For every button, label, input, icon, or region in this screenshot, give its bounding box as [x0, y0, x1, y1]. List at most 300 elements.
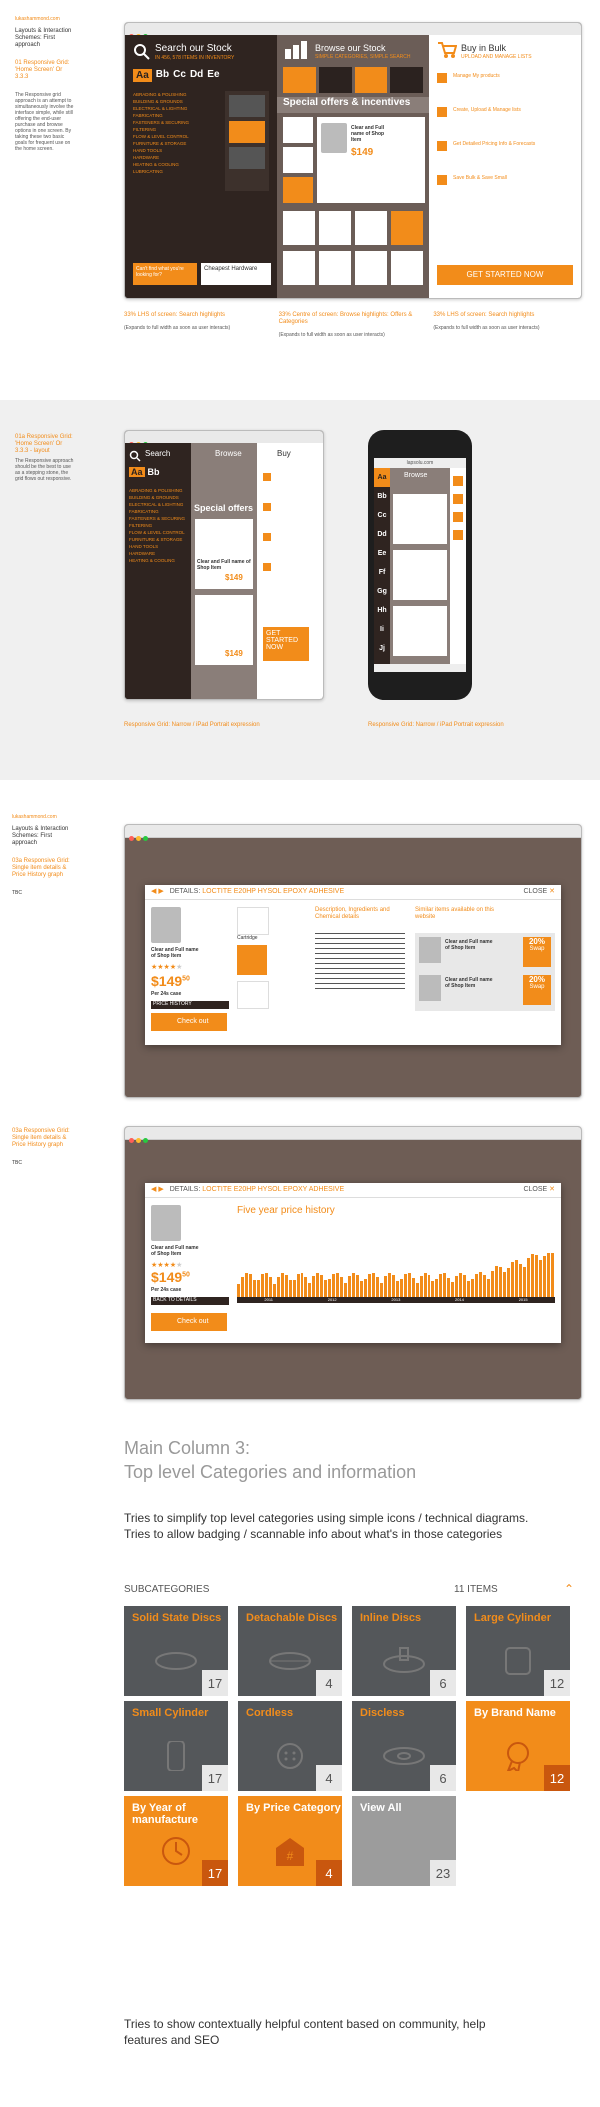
- category-item[interactable]: ABRADING & POLISHING: [133, 92, 187, 97]
- tile-title: Detachable Discs: [246, 1612, 338, 1624]
- price-bar: [471, 1279, 474, 1297]
- letter-b[interactable]: Bb: [377, 493, 387, 500]
- price-bar: [269, 1277, 272, 1297]
- note-body: (Expands to full width as soon as user interacts): [433, 325, 540, 331]
- price-bar: [368, 1274, 371, 1297]
- category-item[interactable]: ELECTRICAL & LIGHTING: [129, 502, 184, 507]
- buy-feature-list: [437, 73, 577, 209]
- price-bar: [523, 1267, 526, 1297]
- tile-view-all[interactable]: [352, 1796, 456, 1886]
- product-name: Clear and Full name of Shop Item: [351, 125, 385, 143]
- letter-f[interactable]: Ff: [378, 569, 386, 576]
- similar-name: Clear and Full name of Shop Item: [445, 977, 493, 989]
- product-image: [151, 1205, 181, 1241]
- tile-title: Solid State Discs: [132, 1612, 222, 1624]
- credit: lukashammond.com: [12, 814, 57, 820]
- special-offers-title: Special offers & incentives: [277, 97, 429, 113]
- product-thumbs: [225, 91, 269, 191]
- price-bar: [245, 1273, 248, 1297]
- price-bar: [380, 1283, 383, 1297]
- close-icon: ✕: [549, 1186, 555, 1193]
- product-card[interactable]: [195, 519, 253, 589]
- category-item[interactable]: FLOW & LEVEL CONTROL: [129, 530, 185, 535]
- modal-header: [145, 885, 561, 900]
- letter-b[interactable]: Bb: [155, 69, 170, 80]
- letter-a[interactable]: Aa: [374, 468, 390, 487]
- feature-icon: [263, 533, 271, 541]
- buy-pane: [257, 443, 323, 699]
- price-bar: [507, 1268, 510, 1297]
- close-label: CLOSE: [523, 1186, 548, 1193]
- category-item[interactable]: FILTERING: [129, 523, 153, 528]
- phone-letter-rail: [374, 468, 390, 664]
- checkout-button[interactable]: Check out: [151, 1313, 227, 1331]
- description-title: Description, Ingredients and Chemical details: [315, 907, 390, 920]
- price-bar: [344, 1283, 347, 1297]
- price-bar: [237, 1284, 240, 1297]
- section-subtitle: 01 Responsive Grid: 'Home Screen' Or 3.3.3: [15, 60, 70, 80]
- price-history-chart: [237, 1253, 555, 1297]
- section-desc: The Responsive grid approach is an attempt to simultaneously involve the interface simple, while still offering the end-user purchase and browse options in one screen. By taking these two basic goals for frequent use on the home screen.: [15, 92, 74, 152]
- tablet-window: [124, 430, 324, 700]
- price-bar: [249, 1274, 252, 1297]
- category-item[interactable]: BUILDING & GROUNDS: [133, 99, 183, 104]
- product-card[interactable]: [393, 606, 447, 656]
- price-bar: [435, 1279, 438, 1297]
- product-card[interactable]: [195, 595, 253, 665]
- price-bar: [396, 1281, 399, 1297]
- variant-label: Cartridge: [237, 935, 258, 941]
- product-price: $149: [351, 147, 374, 158]
- rating-stars: ★★★★★: [151, 964, 183, 971]
- buy-feature: [437, 141, 577, 175]
- search-icon: [133, 43, 151, 61]
- price-bar: [289, 1280, 292, 1297]
- category-item[interactable]: FABRICATING: [129, 509, 159, 514]
- letter-e[interactable]: Ee: [377, 550, 387, 557]
- price-bar: [491, 1271, 494, 1297]
- price-bar: [455, 1276, 458, 1297]
- category-item[interactable]: FASTENERS & SECURING: [133, 120, 190, 125]
- cant-find-button[interactable]: [133, 263, 197, 285]
- price-bar: [352, 1273, 355, 1297]
- price-bar: [416, 1283, 419, 1297]
- price-bar: [483, 1275, 486, 1297]
- price-bar: [467, 1281, 470, 1297]
- year-label: 2013: [391, 1297, 401, 1302]
- next-arrow-icon[interactable]: ▶: [158, 888, 164, 895]
- price-bar: [308, 1283, 311, 1297]
- cylinder-icon: [154, 1741, 198, 1771]
- price-bar: [404, 1274, 407, 1297]
- price-bar: [487, 1279, 490, 1297]
- category-icons-row: [283, 251, 423, 285]
- cylinder-icon: [496, 1646, 540, 1676]
- price-bar: [253, 1280, 256, 1297]
- blocks-icon: [285, 41, 311, 59]
- swap-badge[interactable]: [523, 937, 551, 967]
- swap-badge[interactable]: [523, 975, 551, 1005]
- phone-toolbar: [374, 664, 466, 672]
- note-head: 33% Centre of screen: Browse highlights: Offers & Categories: [278, 312, 413, 325]
- next-arrow-icon[interactable]: ▶: [158, 1186, 164, 1193]
- price-bar: [420, 1276, 423, 1297]
- per-case: Per 24s case: [151, 1287, 182, 1293]
- note-body: (Expands to full width as soon as user interacts): [278, 332, 385, 338]
- price-bar: [412, 1278, 415, 1297]
- special-offers-title: Special offers: [194, 503, 254, 513]
- checkout-button[interactable]: Check out: [151, 1013, 227, 1031]
- description-text: [315, 933, 405, 993]
- swap-label: Swap: [529, 946, 545, 952]
- price-bar: [459, 1273, 462, 1297]
- prev-arrow-icon[interactable]: ◀: [151, 888, 157, 895]
- tile-large-cylinder[interactable]: [466, 1606, 570, 1696]
- category-item[interactable]: HEATING & COOLING: [129, 558, 175, 563]
- category-item[interactable]: HAND TOOLS: [133, 148, 163, 153]
- tile-title: By Year of manufacture: [132, 1802, 199, 1826]
- tile-title: By Price Category: [246, 1802, 341, 1814]
- tile-title: Discless: [360, 1707, 405, 1719]
- section-title: Layouts & Interaction Schemes: First approach: [12, 826, 69, 846]
- tbc-note: TBC: [12, 1160, 22, 1166]
- price-bar: [511, 1262, 514, 1297]
- price-bar: [424, 1273, 427, 1297]
- modal-header: [145, 1183, 561, 1198]
- category-list: [133, 91, 223, 175]
- tile-small-cylinder[interactable]: [124, 1701, 228, 1791]
- category-item[interactable]: HEATING & COOLING: [133, 162, 179, 167]
- tile-count: 12: [544, 1765, 570, 1791]
- price-bar: [535, 1255, 538, 1297]
- disc-icon: [154, 1646, 198, 1676]
- price-dollars: $149: [151, 973, 183, 989]
- tile-title: Large Cylinder: [474, 1612, 552, 1624]
- price-bar: [376, 1277, 379, 1297]
- letter-a[interactable]: Aa: [133, 69, 152, 82]
- browse-pane: [191, 443, 257, 699]
- price-bar: [439, 1274, 442, 1297]
- tile-cordless[interactable]: [238, 1701, 342, 1791]
- price-bar: [408, 1273, 411, 1297]
- price-bar: [320, 1275, 323, 1297]
- year-label: 2012: [327, 1297, 337, 1302]
- browse-pane: [277, 35, 429, 298]
- year-axis: [237, 1297, 555, 1303]
- buy-feature: [437, 107, 577, 141]
- search-pane: [125, 443, 191, 699]
- offer-tile[interactable]: [283, 117, 313, 143]
- rosette-icon: [496, 1741, 540, 1771]
- price-bar: [336, 1273, 339, 1297]
- clock-icon: [154, 1836, 198, 1866]
- letter-g[interactable]: Gg: [377, 588, 387, 595]
- price-bar: [539, 1260, 542, 1297]
- feature-label: Save Bulk & Save Small: [453, 175, 507, 181]
- per-case: Per 24s case: [151, 991, 182, 997]
- details-name: LOCTITE E20HP HYSOL EPOXY ADHESIVE: [202, 888, 345, 895]
- category-item[interactable]: ELECTRICAL & LIGHTING: [133, 106, 188, 111]
- price-bar: [312, 1276, 315, 1297]
- price-bar: [543, 1256, 546, 1297]
- disc-icon: [382, 1741, 426, 1771]
- year-label: 2011: [264, 1297, 273, 1302]
- price-bar: [293, 1280, 296, 1297]
- note-body: (Expands to full width as soon as user interacts): [124, 325, 231, 331]
- footer-text: Tries to show contextually helpful content based on community, help features and SEO: [124, 2017, 486, 2047]
- section-home-screen: [0, 0, 600, 400]
- feature-icon: [437, 175, 447, 185]
- price-bar: [392, 1275, 395, 1297]
- close-label: CLOSE: [523, 888, 548, 895]
- price-bar: [316, 1273, 319, 1297]
- category-item[interactable]: LUBRICATING: [133, 169, 163, 174]
- category-item[interactable]: FLOW & LEVEL CONTROL: [133, 134, 189, 139]
- price-cents: 50: [182, 975, 190, 983]
- product-price: [151, 973, 190, 989]
- category-icons-row: [283, 211, 423, 245]
- price-bar: [384, 1276, 387, 1297]
- tile-title: Cordless: [246, 1707, 294, 1719]
- product-card[interactable]: [317, 117, 425, 203]
- tile-count: 4: [316, 1670, 342, 1696]
- price-cents: 50: [182, 1271, 190, 1279]
- price-bar: [273, 1284, 276, 1297]
- letter-e[interactable]: Ee: [207, 69, 220, 80]
- price-bar: [364, 1279, 367, 1297]
- price-bar: [475, 1274, 478, 1297]
- subcategories-label: SUBCATEGORIES: [124, 1584, 210, 1595]
- price-bar: [451, 1282, 454, 1297]
- details-modal: [145, 885, 561, 1045]
- price-bar: [301, 1273, 304, 1297]
- tile-inline-discs[interactable]: [352, 1606, 456, 1696]
- caption-left: Responsive Grid: Narrow / iPad Portrait expression: [124, 722, 260, 728]
- product-name: Clear and Full name of Shop Item: [151, 947, 199, 959]
- similar-name: Clear and Full name of Shop Item: [445, 939, 493, 951]
- collapse-icon[interactable]: ⌃: [564, 1582, 575, 1596]
- category-item[interactable]: FURNITURE & STORAGE: [133, 141, 187, 146]
- category-item[interactable]: FURNITURE & STORAGE: [129, 537, 183, 542]
- letter-c[interactable]: Cc: [377, 512, 387, 519]
- section-subtitle: 01a Responsive Grid: 'Home Screen' Or 3.3.3 - layout: [15, 434, 73, 454]
- column-note: [433, 312, 580, 338]
- year-label: 2014: [455, 1297, 464, 1302]
- note-head: 33% LHS of screen: Search highlights: [124, 312, 226, 318]
- browser-window: [124, 22, 582, 299]
- section-item-details: [0, 800, 600, 1110]
- heading-sub: Top level Categories and information: [124, 1462, 417, 1482]
- price-bar: [443, 1273, 446, 1297]
- tile-count: 12: [544, 1670, 570, 1696]
- tile-detachable-discs[interactable]: [238, 1606, 342, 1696]
- price-tag-icon: [268, 1836, 312, 1866]
- price-bar: [356, 1275, 359, 1297]
- price-bar: [328, 1279, 331, 1297]
- category-item[interactable]: FASTENERS & SECURING: [129, 516, 186, 521]
- browser-window: [124, 824, 582, 1098]
- letter-b[interactable]: Bb: [147, 467, 160, 477]
- product-card[interactable]: [393, 494, 447, 544]
- price-bar: [332, 1274, 335, 1297]
- price-bar: [257, 1280, 260, 1297]
- tile-by-year[interactable]: [124, 1796, 228, 1886]
- category-item[interactable]: FILTERING: [133, 127, 157, 132]
- tile-solid-state-discs[interactable]: [124, 1606, 228, 1696]
- category-item[interactable]: BUILDING & GROUNDS: [129, 495, 179, 500]
- category-item[interactable]: ABRADING & POLISHING: [129, 488, 183, 493]
- variant-tile-selected[interactable]: [237, 945, 267, 975]
- back-to-details[interactable]: BACK TO DETAILS: [151, 1297, 229, 1305]
- price-bar: [515, 1260, 518, 1297]
- svg-text:#: #: [286, 1849, 294, 1863]
- button-icon: [268, 1741, 312, 1771]
- category-item[interactable]: FABRICATING: [133, 113, 163, 118]
- swap-label: Swap: [529, 984, 545, 990]
- feature-label: Create, Upload & Manage lists: [453, 107, 521, 113]
- tile-count: 17: [202, 1860, 228, 1886]
- browser-toolbar: [125, 825, 581, 838]
- letter-d[interactable]: Dd: [189, 69, 204, 80]
- product-name: Clear and Full name of Shop Item: [197, 559, 251, 571]
- price-bar: [340, 1277, 343, 1297]
- price-history-modal: [145, 1183, 561, 1343]
- cart-icon: [437, 41, 457, 59]
- cheapest-label: Cheapest Hardware: [204, 266, 258, 272]
- price-bar: [297, 1274, 300, 1297]
- category-list: [129, 487, 185, 564]
- category-item[interactable]: HARDWARE: [133, 155, 160, 160]
- details-label: DETAILS:: [169, 1186, 201, 1193]
- tile-by-brand-name[interactable]: [466, 1701, 570, 1791]
- phone-buy-rail: [450, 468, 466, 664]
- tile-count: 17: [202, 1765, 228, 1791]
- price-bar: [372, 1273, 375, 1297]
- similar-image: [419, 975, 441, 1001]
- close-button[interactable]: [523, 885, 555, 899]
- body-text: Tries to simplify top level categories using simple icons / technical diagrams. Tries to allow badging / scannable info about what's in those categories: [124, 1511, 529, 1541]
- offer-tile[interactable]: [283, 147, 313, 173]
- letter-i[interactable]: Ii: [380, 626, 384, 633]
- section-subtitle: 03a Responsive Grid: Single item details & Price History graph: [12, 858, 70, 878]
- buy-subtitle: UPLOAD AND MANAGE LISTS: [461, 54, 532, 60]
- tile-discless[interactable]: [352, 1701, 456, 1791]
- tile-count: 4: [316, 1765, 342, 1791]
- cheapest-button[interactable]: [201, 263, 271, 285]
- disc-icon: [268, 1646, 312, 1676]
- phone-device: [368, 430, 472, 700]
- tile-title: Small Cylinder: [132, 1707, 209, 1719]
- product-card[interactable]: [393, 550, 447, 600]
- tile-count: 23: [430, 1860, 456, 1886]
- column-note: [279, 312, 434, 338]
- feature-icon: [263, 563, 271, 571]
- search-subtitle: IN 456, 578 ITEMS IN INVENTORY: [155, 55, 235, 61]
- close-button[interactable]: [523, 1183, 555, 1197]
- section-title: Layouts & Interaction Schemes: First approach: [15, 28, 72, 48]
- feature-label: Get Detailed Pricing Info & Forecasts: [453, 141, 536, 147]
- product-price: $149: [225, 649, 243, 658]
- price-dollars: $149: [151, 1269, 183, 1285]
- feature-icon: [437, 73, 447, 83]
- price-bar: [447, 1278, 450, 1297]
- price-bar: [519, 1264, 522, 1297]
- chart-title: Five year price history: [237, 1205, 335, 1216]
- price-bar: [551, 1253, 554, 1297]
- price-bar: [241, 1277, 244, 1297]
- phone-screen: [374, 458, 466, 672]
- section-categories: [0, 1410, 600, 2107]
- offer-tile[interactable]: [283, 177, 313, 203]
- category-item[interactable]: HAND TOOLS: [129, 544, 159, 549]
- similar-items: [415, 933, 555, 1011]
- get-started-button[interactable]: GET STARTED NOW: [263, 627, 309, 661]
- product-image: [151, 907, 181, 943]
- price-bar: [431, 1281, 434, 1297]
- variant-tile[interactable]: [237, 907, 269, 935]
- browse-subtitle: SIMPLE CATEGORIES, SIMPLE SEARCH: [315, 54, 411, 60]
- feature-label: Manage My products: [453, 73, 500, 79]
- details-label: DETAILS:: [169, 888, 201, 895]
- section-price-history: [0, 1110, 600, 1410]
- items-count: 11 ITEMS: [454, 1584, 498, 1595]
- search-title: Search our Stock: [155, 43, 232, 54]
- similar-title: Similar items available on this website: [415, 907, 495, 920]
- tile-title: Inline Discs: [360, 1612, 422, 1624]
- heading-main: Main Column 3:: [124, 1438, 251, 1458]
- price-bar: [503, 1272, 506, 1297]
- buy-feature: [437, 175, 577, 209]
- browse-title: Browse our Stock: [315, 43, 386, 53]
- details-name: LOCTITE E20HP HYSOL EPOXY ADHESIVE: [202, 1186, 345, 1193]
- column-notes: [124, 312, 580, 338]
- price-bar: [348, 1276, 351, 1297]
- price-bar: [281, 1273, 284, 1297]
- tile-title: By Brand Name: [474, 1707, 556, 1719]
- feature-icon: [437, 107, 447, 117]
- tile-by-price-category[interactable]: [238, 1796, 342, 1886]
- price-history-tab[interactable]: PRICE HISTORY: [151, 1001, 229, 1009]
- price-bar: [324, 1280, 327, 1297]
- letter-d[interactable]: Dd: [377, 531, 387, 538]
- variant-tile[interactable]: [237, 981, 269, 1009]
- browser-window: [124, 1126, 582, 1400]
- buy-title: Buy: [277, 449, 291, 458]
- note-head: 33% LHS of screen: Search highlights: [433, 312, 535, 318]
- letter-h[interactable]: Hh: [377, 607, 387, 614]
- buy-pane: [429, 35, 581, 298]
- category-item[interactable]: HARDWARE: [129, 551, 156, 556]
- letter-j[interactable]: Jj: [379, 645, 385, 652]
- price-bar: [277, 1277, 280, 1297]
- search-pane: [125, 35, 277, 298]
- price-bar: [479, 1272, 482, 1297]
- feature-icon: [263, 503, 271, 511]
- section-subtitle: 03a Responsive Grid: Single item details & Price History graph: [12, 1128, 70, 1148]
- prev-arrow-icon[interactable]: ◀: [151, 1186, 157, 1193]
- price-bar: [285, 1275, 288, 1297]
- credit: lukashammond.com: [15, 16, 60, 22]
- letter-c[interactable]: Cc: [173, 69, 186, 80]
- rating-stars: ★★★★★: [151, 1262, 183, 1269]
- price-bar: [547, 1253, 550, 1297]
- tile-count: 17: [202, 1670, 228, 1696]
- price-bar: [304, 1277, 307, 1297]
- letter-a[interactable]: Aa: [131, 467, 143, 477]
- browser-toolbar: [125, 1127, 581, 1140]
- get-started-button[interactable]: GET STARTED NOW: [437, 265, 573, 285]
- search-title: Search: [145, 449, 171, 458]
